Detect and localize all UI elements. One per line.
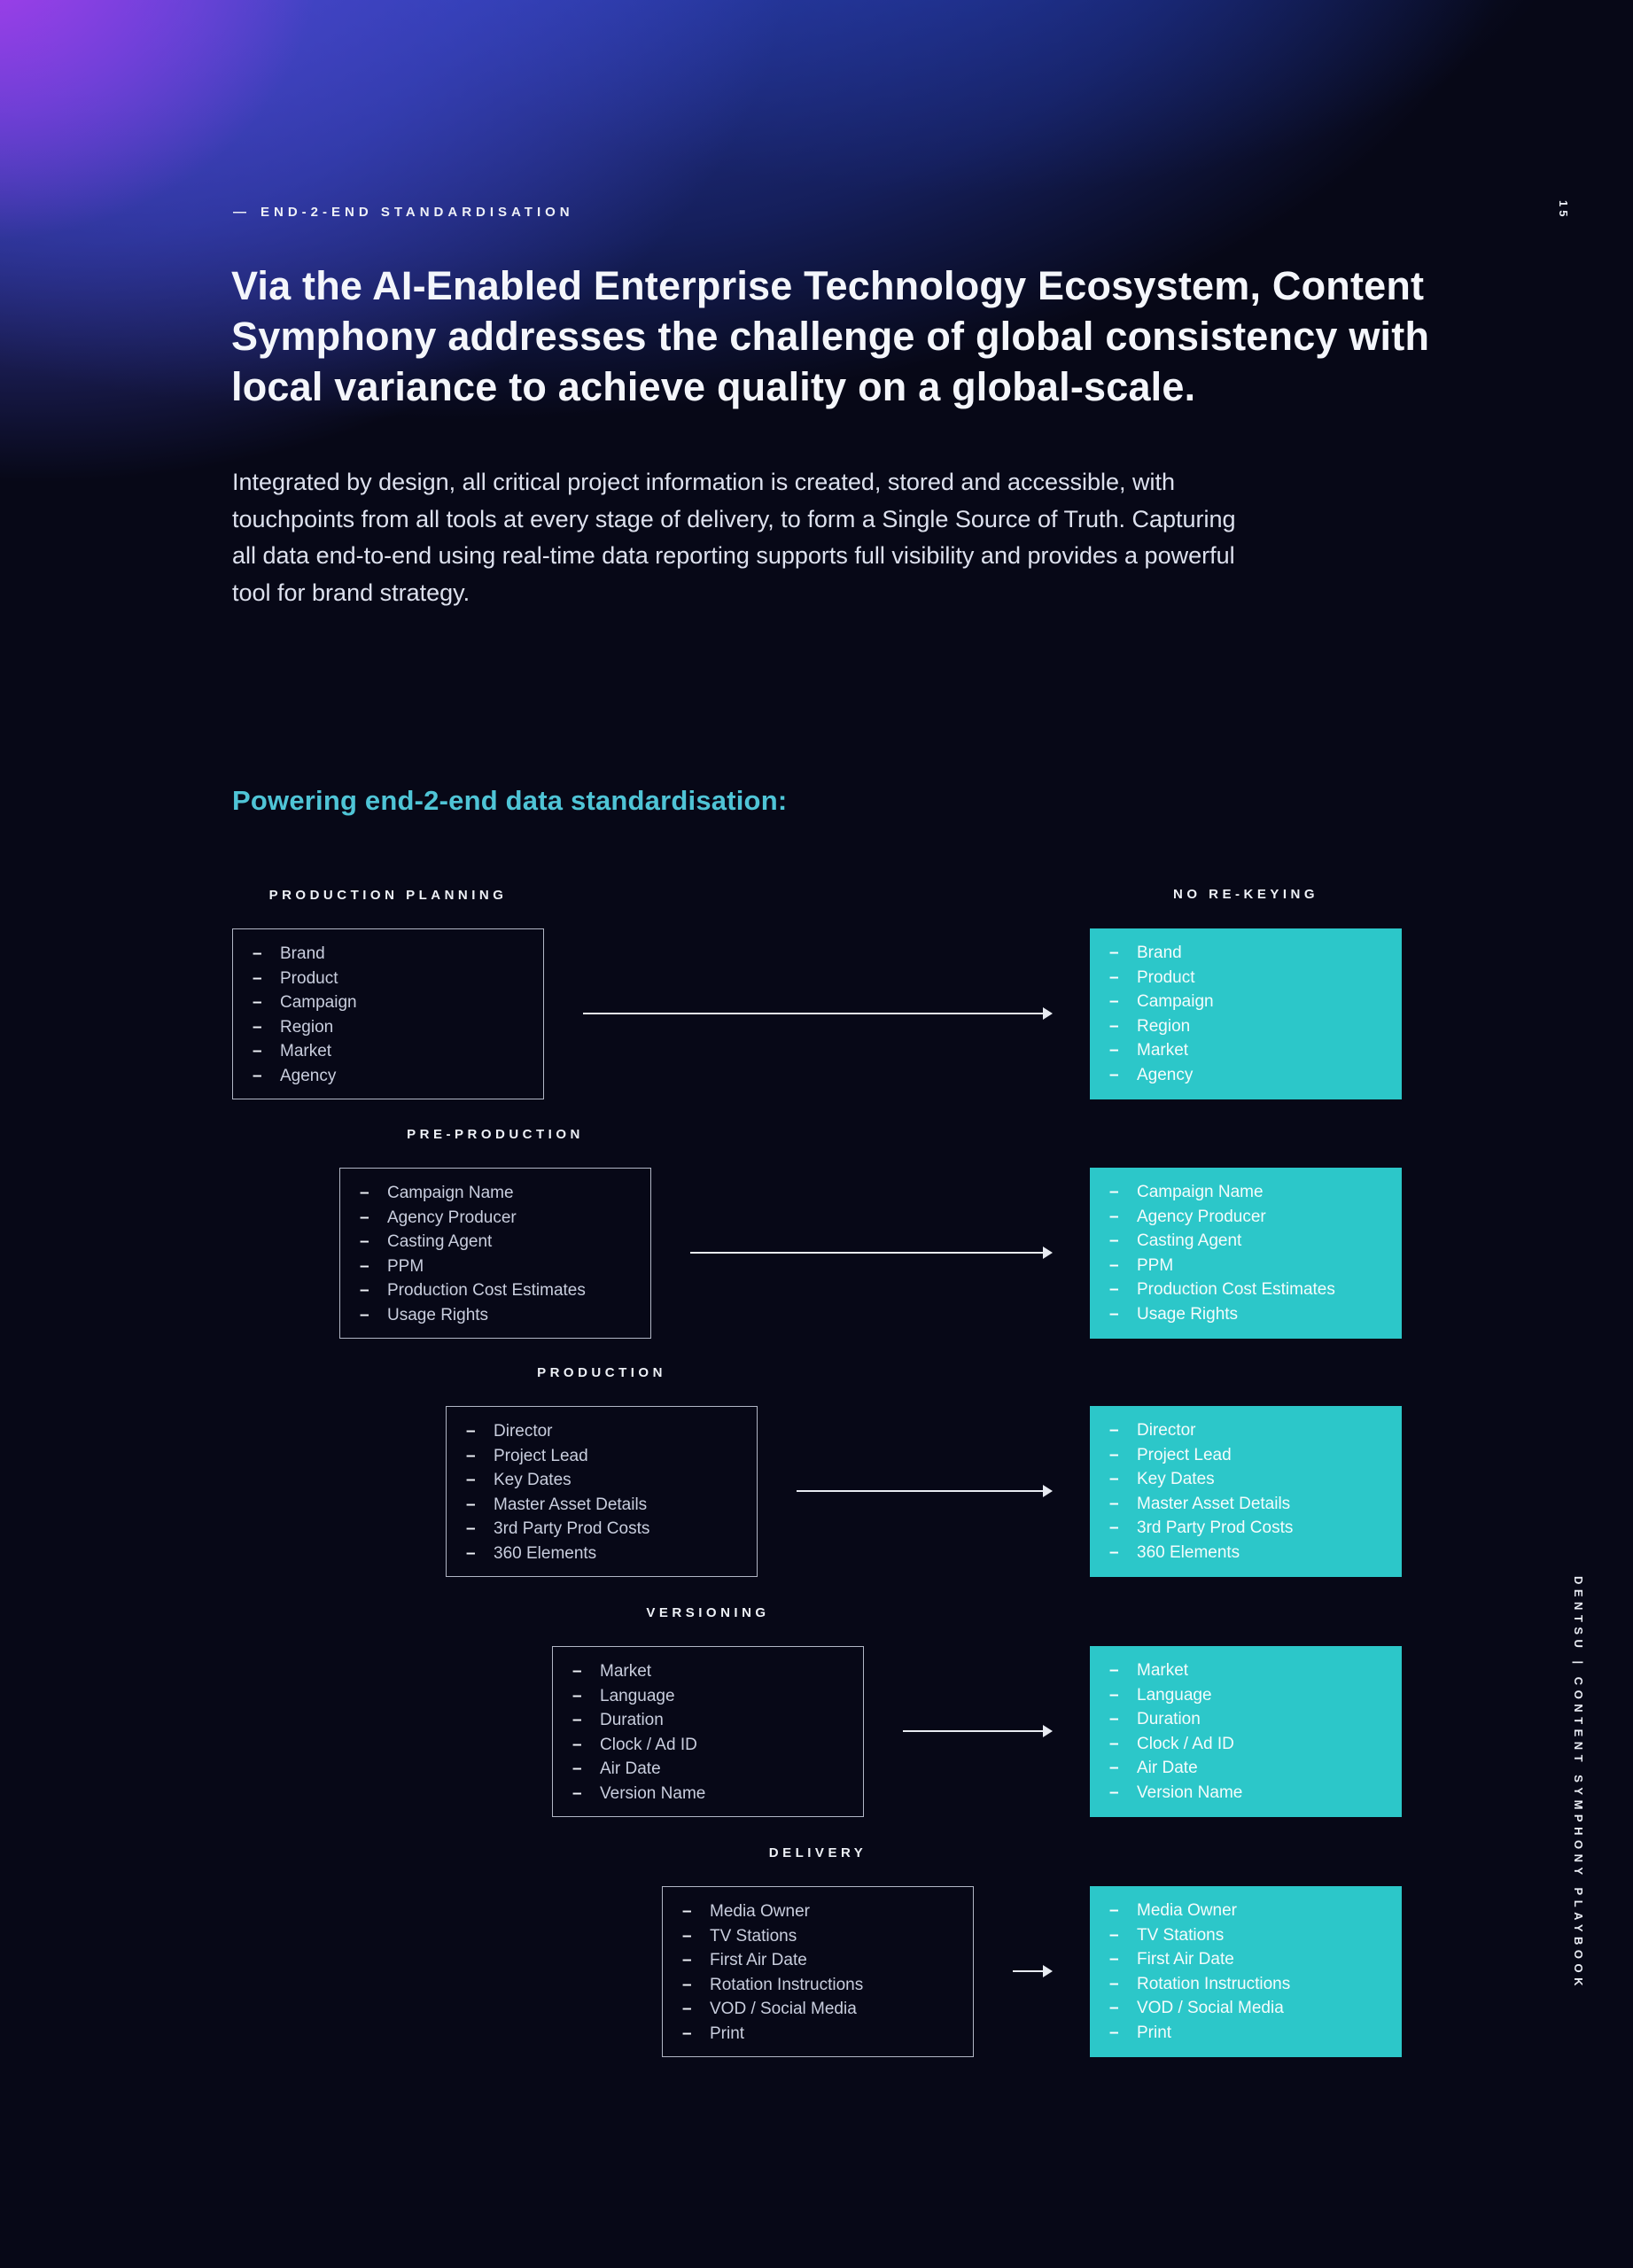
- dash-bullet-icon: –: [682, 2000, 692, 2019]
- flow-arrow-icon: [690, 1247, 1053, 1259]
- dash-bullet-icon: –: [1109, 1710, 1119, 1729]
- arrow-shaft: [583, 1013, 1046, 1014]
- field-item: [447, 1493, 757, 1518]
- field-item: [553, 1782, 863, 1806]
- arrow-shaft: [1013, 1970, 1046, 1972]
- dash-bullet-icon: –: [682, 1926, 692, 1946]
- field-item: [233, 990, 543, 1015]
- field-label: TV Stations: [710, 1926, 797, 1946]
- dash-bullet-icon: –: [1109, 1041, 1119, 1060]
- intro-line-1: Integrated by design, all critical project information is created, stored and accessible, with: [232, 469, 1176, 495]
- field-label: Clock / Ad ID: [600, 1735, 697, 1754]
- field-label: Region: [1137, 1016, 1191, 1036]
- field-label: Usage Rights: [387, 1305, 489, 1324]
- arrow-shaft: [797, 1490, 1046, 1492]
- field-item: [1090, 1492, 1402, 1517]
- field-label: Market: [280, 1042, 332, 1061]
- field-item: [1090, 1996, 1402, 2021]
- field-label: Campaign: [280, 993, 357, 1013]
- eyebrow: [233, 205, 574, 220]
- dash-bullet-icon: –: [1109, 1183, 1119, 1201]
- field-label: Brand: [280, 944, 325, 963]
- dash-bullet-icon: –: [1109, 1925, 1119, 1945]
- dash-bullet-icon: –: [1109, 1950, 1119, 1969]
- field-label: VOD / Social Media: [710, 2000, 857, 2019]
- eyebrow-dash-icon: —: [233, 205, 246, 220]
- field-label: Casting Agent: [1137, 1231, 1242, 1251]
- dash-bullet-icon: –: [1109, 1901, 1119, 1920]
- field-label: Rotation Instructions: [710, 1975, 864, 1994]
- field-list: [233, 929, 543, 1089]
- field-label: Production Cost Estimates: [1137, 1280, 1335, 1300]
- field-label: Air Date: [1137, 1759, 1198, 1778]
- field-label: Market: [600, 1662, 652, 1681]
- field-label: Director: [1137, 1421, 1196, 1440]
- field-item: [1090, 1443, 1402, 1468]
- field-label: PPM: [1137, 1255, 1174, 1275]
- field-item: [1090, 1707, 1402, 1732]
- field-label: Campaign Name: [1137, 1183, 1264, 1201]
- field-item: [1090, 1732, 1402, 1757]
- dash-bullet-icon: –: [682, 1975, 692, 1994]
- field-label: Air Date: [600, 1759, 661, 1779]
- field-list: [1090, 1886, 1402, 2046]
- field-label: Media Owner: [1137, 1901, 1237, 1920]
- field-label: Media Owner: [710, 1902, 810, 1921]
- field-item: [1090, 1541, 1402, 1565]
- intro-line-2: touchpoints from all tools at every stage of delivery, to form a Single Source of Truth. Capturing: [232, 505, 1236, 532]
- field-list: [1090, 1406, 1402, 1565]
- field-item: [1090, 1014, 1402, 1039]
- field-label: Market: [1137, 1661, 1189, 1680]
- field-item: [1090, 941, 1402, 966]
- field-item: [1090, 1972, 1402, 1997]
- dash-bullet-icon: –: [360, 1281, 369, 1301]
- field-item: [1090, 1038, 1402, 1063]
- field-label: Project Lead: [1137, 1445, 1232, 1464]
- dash-bullet-icon: –: [572, 1711, 582, 1730]
- field-label: Key Dates: [494, 1471, 572, 1490]
- dash-bullet-icon: –: [572, 1783, 582, 1803]
- arrow-head: [1043, 1965, 1053, 1977]
- field-item: [553, 1733, 863, 1758]
- dash-bullet-icon: –: [466, 1495, 476, 1514]
- field-item: [447, 1419, 757, 1444]
- field-label: Production Cost Estimates: [387, 1281, 586, 1301]
- field-label: 3rd Party Prod Costs: [494, 1519, 650, 1539]
- dash-bullet-icon: –: [253, 1066, 262, 1085]
- dash-bullet-icon: –: [1109, 1304, 1119, 1324]
- dash-bullet-icon: –: [1109, 1065, 1119, 1084]
- field-item: [1090, 1756, 1402, 1781]
- field-item: [233, 967, 543, 991]
- field-item: [340, 1206, 650, 1231]
- stage-label: PRE-PRODUCTION: [407, 1127, 584, 1142]
- dash-bullet-icon: –: [466, 1422, 476, 1441]
- field-item: [663, 2022, 973, 2047]
- dash-bullet-icon: –: [682, 1902, 692, 1921]
- page-title-line-3: local variance to achieve quality on a global-scale.: [231, 364, 1196, 409]
- field-label: Master Asset Details: [1137, 1494, 1291, 1513]
- field-item: [1090, 1278, 1402, 1302]
- field-label: PPM: [387, 1256, 424, 1276]
- page-title-line-2: Symphony addresses the challenge of global consistency with: [231, 314, 1430, 359]
- arrow-shaft: [903, 1730, 1046, 1732]
- field-item: [1090, 1923, 1402, 1948]
- dash-bullet-icon: –: [1109, 1445, 1119, 1464]
- field-item: [1090, 1947, 1402, 1972]
- flow-arrow-icon: [1013, 1965, 1053, 1977]
- dash-bullet-icon: –: [360, 1232, 369, 1252]
- field-label: Duration: [1137, 1710, 1201, 1729]
- stage-target-box: [1090, 1168, 1402, 1339]
- field-label: Market: [1137, 1041, 1189, 1060]
- dash-bullet-icon: –: [1109, 1974, 1119, 1993]
- dash-bullet-icon: –: [1109, 1783, 1119, 1802]
- field-item: [340, 1230, 650, 1254]
- dash-bullet-icon: –: [360, 1184, 369, 1202]
- side-caption: DENTSU | CONTENT SYMPHONY PLAYBOOK: [1572, 1576, 1585, 1992]
- stage-label: PRODUCTION PLANNING: [268, 888, 508, 903]
- arrow-head: [1043, 1007, 1053, 1020]
- dash-bullet-icon: –: [682, 1951, 692, 1970]
- field-label: Director: [494, 1422, 553, 1441]
- stage-source-box: [552, 1646, 864, 1817]
- field-item: [233, 1064, 543, 1089]
- field-label: Print: [1137, 2023, 1172, 2042]
- field-item: [447, 1468, 757, 1493]
- field-label: Version Name: [1137, 1783, 1243, 1802]
- field-label: Version Name: [600, 1783, 706, 1803]
- no-rekeying-label: NO RE-KEYING: [1172, 887, 1318, 902]
- field-item: [1090, 1418, 1402, 1443]
- dash-bullet-icon: –: [1109, 1421, 1119, 1440]
- stage-label: DELIVERY: [768, 1845, 867, 1860]
- dash-bullet-icon: –: [360, 1305, 369, 1324]
- field-item: [340, 1303, 650, 1328]
- field-label: Agency: [1137, 1065, 1194, 1084]
- field-label: Campaign Name: [387, 1184, 514, 1202]
- field-label: Key Dates: [1137, 1470, 1215, 1489]
- dash-bullet-icon: –: [466, 1471, 476, 1490]
- field-label: Language: [600, 1686, 675, 1705]
- field-item: [1090, 966, 1402, 990]
- field-label: Duration: [600, 1711, 664, 1730]
- field-item: [663, 1924, 973, 1949]
- dash-bullet-icon: –: [572, 1735, 582, 1754]
- field-item: [1090, 1180, 1402, 1205]
- dash-bullet-icon: –: [1109, 1542, 1119, 1562]
- field-item: [1090, 1658, 1402, 1683]
- dash-bullet-icon: –: [1109, 1255, 1119, 1275]
- field-item: [1090, 1302, 1402, 1327]
- field-label: Campaign: [1137, 992, 1214, 1012]
- field-item: [340, 1254, 650, 1279]
- dash-bullet-icon: –: [253, 944, 262, 963]
- dash-bullet-icon: –: [1109, 1661, 1119, 1680]
- dash-bullet-icon: –: [1109, 1518, 1119, 1538]
- field-item: [340, 1181, 650, 1206]
- dash-bullet-icon: –: [1109, 992, 1119, 1012]
- dash-bullet-icon: –: [1109, 1734, 1119, 1753]
- dash-bullet-icon: –: [360, 1256, 369, 1276]
- dash-bullet-icon: –: [1109, 1231, 1119, 1251]
- field-label: Agency Producer: [387, 1208, 517, 1227]
- stage-target-box: [1090, 1886, 1402, 2057]
- dash-bullet-icon: –: [572, 1759, 582, 1779]
- stage-label: VERSIONING: [646, 1605, 770, 1620]
- field-item: [1090, 2021, 1402, 2046]
- dash-bullet-icon: –: [572, 1686, 582, 1705]
- field-item: [1090, 1516, 1402, 1541]
- field-label: VOD / Social Media: [1137, 1999, 1284, 2018]
- field-label: 360 Elements: [1137, 1542, 1240, 1562]
- dash-bullet-icon: –: [253, 1042, 262, 1061]
- arrow-shaft: [690, 1252, 1046, 1254]
- field-item: [553, 1684, 863, 1709]
- stage-source-box: [446, 1406, 758, 1577]
- field-item: [1090, 990, 1402, 1014]
- flow-arrow-icon: [903, 1725, 1053, 1737]
- stage-source-box: [662, 1886, 974, 2057]
- stage-target-box: [1090, 928, 1402, 1099]
- stage-target-box: [1090, 1646, 1402, 1817]
- diagram-title: Powering end-2-end data standardisation:: [232, 785, 788, 816]
- dash-bullet-icon: –: [466, 1446, 476, 1465]
- field-list: [553, 1647, 863, 1806]
- field-label: Region: [280, 1017, 334, 1037]
- page-title: [231, 260, 1429, 412]
- field-item: [663, 1948, 973, 1973]
- field-label: Agency: [280, 1066, 337, 1085]
- field-label: Usage Rights: [1137, 1304, 1239, 1324]
- field-item: [663, 1973, 973, 1998]
- field-label: Casting Agent: [387, 1232, 493, 1252]
- dash-bullet-icon: –: [1109, 1470, 1119, 1489]
- field-label: TV Stations: [1137, 1925, 1225, 1945]
- dash-bullet-icon: –: [1109, 1999, 1119, 2018]
- field-label: Product: [280, 968, 338, 988]
- field-label: Project Lead: [494, 1446, 588, 1465]
- dash-bullet-icon: –: [1109, 1759, 1119, 1778]
- field-item: [553, 1708, 863, 1733]
- dash-bullet-icon: –: [1109, 1685, 1119, 1705]
- arrow-head: [1043, 1485, 1053, 1497]
- dash-bullet-icon: –: [466, 1519, 476, 1539]
- dash-bullet-icon: –: [1109, 1280, 1119, 1300]
- arrow-head: [1043, 1725, 1053, 1737]
- page-number: 15: [1557, 200, 1570, 221]
- field-item: [340, 1278, 650, 1303]
- field-item: [1090, 1467, 1402, 1492]
- dash-bullet-icon: –: [466, 1543, 476, 1563]
- field-item: [553, 1659, 863, 1684]
- field-item: [447, 1517, 757, 1542]
- dash-bullet-icon: –: [253, 968, 262, 988]
- field-list: [1090, 1646, 1402, 1806]
- field-item: [233, 1015, 543, 1040]
- field-item: [1090, 1781, 1402, 1806]
- field-item: [1090, 1063, 1402, 1088]
- field-list: [1090, 928, 1402, 1088]
- field-item: [447, 1444, 757, 1469]
- field-label: First Air Date: [1137, 1950, 1234, 1969]
- dash-bullet-icon: –: [572, 1662, 582, 1681]
- page-title-line-1: Via the AI-Enabled Enterprise Technology Ecosystem, Content: [231, 263, 1425, 308]
- arrow-head: [1043, 1247, 1053, 1259]
- field-list: [1090, 1168, 1402, 1327]
- dash-bullet-icon: –: [1109, 1016, 1119, 1036]
- field-label: Brand: [1137, 944, 1182, 962]
- field-item: [233, 942, 543, 967]
- stage-target-box: [1090, 1406, 1402, 1577]
- field-label: Rotation Instructions: [1137, 1974, 1291, 1993]
- intro-line-4: tool for brand strategy.: [232, 579, 470, 606]
- flow-arrow-icon: [797, 1485, 1053, 1497]
- field-label: 360 Elements: [494, 1543, 597, 1563]
- dash-bullet-icon: –: [253, 993, 262, 1013]
- field-item: [663, 1899, 973, 1924]
- intro-paragraph: [232, 464, 1236, 611]
- field-list: [340, 1169, 650, 1328]
- dash-bullet-icon: –: [1109, 2023, 1119, 2042]
- stage-label: PRODUCTION: [537, 1365, 666, 1380]
- field-item: [1090, 1899, 1402, 1923]
- field-label: Language: [1137, 1685, 1212, 1705]
- field-item: [553, 1757, 863, 1782]
- dash-bullet-icon: –: [1109, 1494, 1119, 1513]
- dash-bullet-icon: –: [360, 1208, 369, 1227]
- field-item: [233, 1039, 543, 1064]
- field-label: Master Asset Details: [494, 1495, 648, 1514]
- field-item: [447, 1542, 757, 1566]
- field-list: [447, 1407, 757, 1566]
- intro-line-3: all data end-to-end using real-time data reporting supports full visibility and provides a powerful: [232, 542, 1235, 569]
- field-item: [663, 1997, 973, 2022]
- flow-arrow-icon: [583, 1007, 1053, 1020]
- field-list: [663, 1887, 973, 2047]
- dash-bullet-icon: –: [1109, 1207, 1119, 1226]
- field-label: First Air Date: [710, 1951, 807, 1970]
- dash-bullet-icon: –: [1109, 944, 1119, 962]
- field-label: Agency Producer: [1137, 1207, 1266, 1226]
- field-label: Print: [710, 2023, 745, 2043]
- field-item: [1090, 1205, 1402, 1230]
- eyebrow-label: END-2-END STANDARDISATION: [261, 205, 574, 220]
- field-label: Product: [1137, 967, 1195, 987]
- field-label: 3rd Party Prod Costs: [1137, 1518, 1294, 1538]
- field-item: [1090, 1254, 1402, 1278]
- dash-bullet-icon: –: [253, 1017, 262, 1037]
- stage-source-box: [232, 928, 544, 1099]
- field-item: [1090, 1229, 1402, 1254]
- stage-source-box: [339, 1168, 651, 1339]
- dash-bullet-icon: –: [682, 2023, 692, 2043]
- dash-bullet-icon: –: [1109, 967, 1119, 987]
- field-label: Clock / Ad ID: [1137, 1734, 1234, 1753]
- field-item: [1090, 1683, 1402, 1708]
